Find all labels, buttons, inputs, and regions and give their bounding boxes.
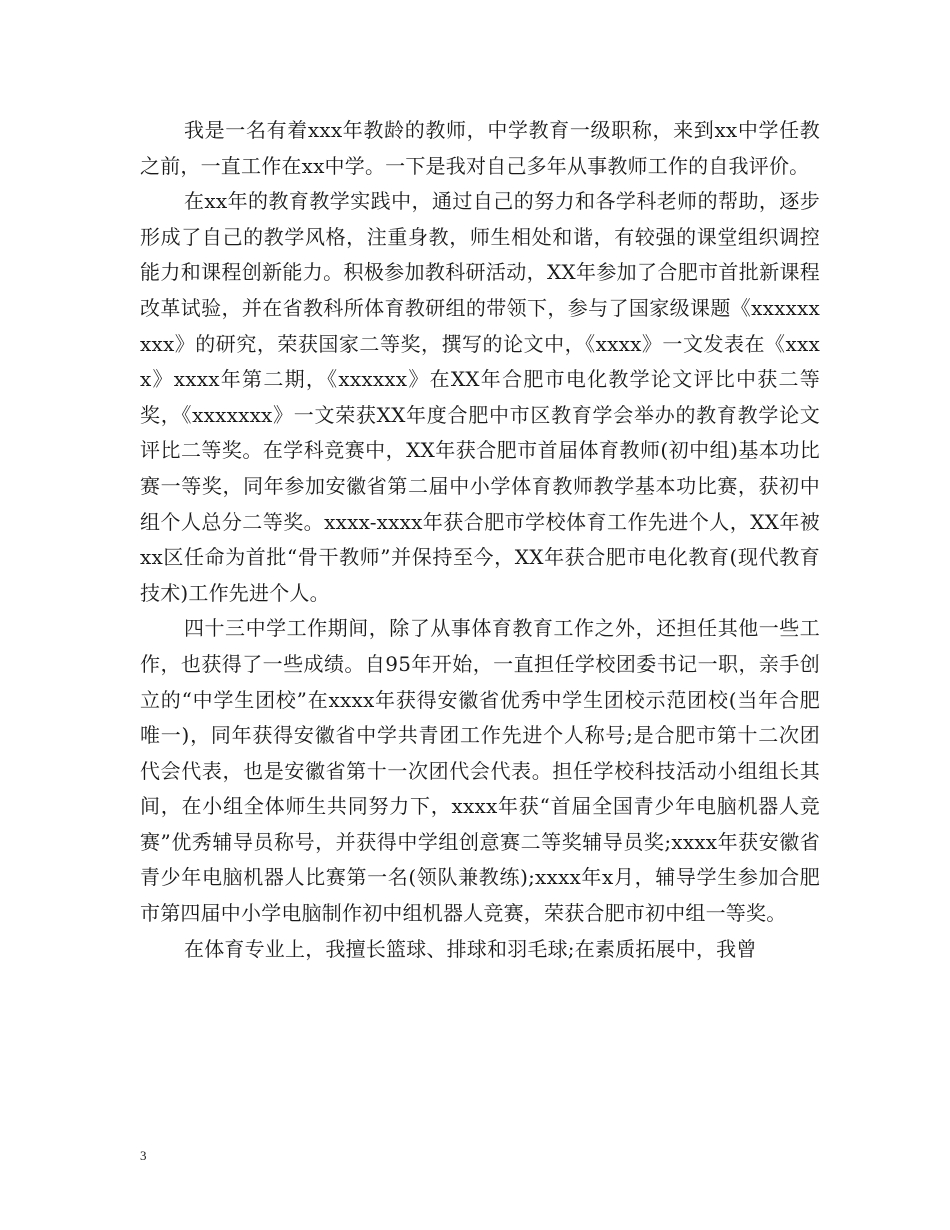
page-number: 3 [140,1148,147,1163]
paragraph-sports-expertise: 在体育专业上，我擅长篮球、排球和羽毛球;在素质拓展中，我曾 [184,936,757,961]
paragraph-intro: 我是一名有着xxx年教龄的教师，中学教育一级职称，来到xx中学任教之前，一直工作在xx中学。一下是我对自己多年从事教师工作的自我评价。 [140,118,820,178]
paragraph-teaching-achievements: 在xx年的教育教学实践中，通过自己的努力和各学科老师的帮助，逐步形成了自己的教学风格，注重身教，师生相处和谐，有较强的课堂组织调控能力和课程创新能力。积极参加教科研活动，XX年参加了合肥市首批新课程改革试验，并在省教科所体育教研组的带领下，参与了国家级课题《xxxxxxxxx》的研究，荣获国家二等奖，撰写的论文中，《xxxx》一文发表在《xxxx》xxxx年第二期，《xxxxxx》在XX年合肥市电化教学论文评比中获二等奖，《xxxxxxx》一文荣获XX年度合肥中市区教育学会举办的教育教学论文评比二等奖。在学科竞赛中，XX年获合肥市首届体育教师(初中组)基本功比赛一等奖，同年参加安徽省第二届中小学体育教师教学基本功比赛，获初中组个人总分二等奖。xxxx-xxxx年获合肥市学校体育工作先进个人，XX年被xx区任命为首批“骨干教师”并保持至今，XX年获合肥市电化教育(现代教育技术)工作先进个人。 [140,189,820,605]
paragraph-other-work: 四十三中学工作期间，除了从事体育教育工作之外，还担任其他一些工作，也获得了一些成绩。自95年开始，一直担任学校团委书记一职，亲手创立的“中学生团校”在xxxx年获得安徽省优秀中学生团校示范团校(当年合肥唯一)，同年获得安徽省中学共青团工作先进个人称号;是合肥市第十二次团代会代表，也是安徽省第十一次团代会代表。担任学校科技活动小组组长其间，在小组全体师生共同努力下，xxxx年获“首届全国青少年电脑机器人竞赛”优秀辅导员称号，并获得中学组创意赛二等奖辅导员奖;xxxx年获安徽省青少年电脑机器人比赛第一名(领队兼教练);xxxx年x月，辅导学生参加合肥市第四届中小学电脑制作初中组机器人竞赛，荣获合肥市初中组一等奖。 [140,616,820,926]
document-body [140,113,820,967]
